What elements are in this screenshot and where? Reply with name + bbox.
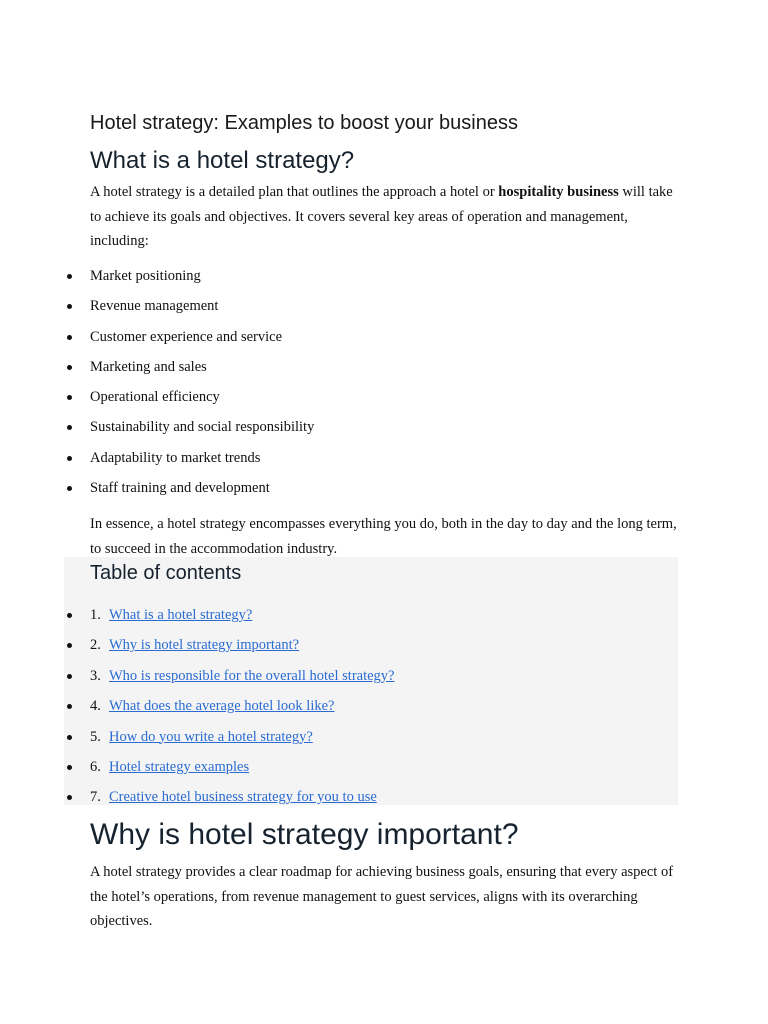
list-item-text: Adaptability to market trends	[90, 449, 261, 466]
toc-item	[0, 633, 394, 663]
bullet-icon	[67, 304, 72, 309]
bullet-icon	[67, 704, 72, 709]
toc-item-number: 4.	[90, 698, 101, 715]
list-item-text: Customer experience and service	[90, 328, 283, 345]
list-item	[0, 325, 314, 355]
list-item-text: Sustainability and social responsibility	[90, 419, 315, 436]
bullet-icon	[67, 795, 72, 800]
list-item	[0, 294, 314, 324]
bullet-icon	[67, 274, 72, 279]
section-heading-why-important: Why is hotel strategy important?	[90, 818, 519, 851]
toc-link-what-is[interactable]: What is a hotel strategy?	[109, 607, 253, 623]
bullet-icon	[67, 395, 72, 400]
list-item	[0, 446, 314, 476]
page-title: Hotel strategy: Examples to boost your business	[90, 112, 518, 134]
list-item-text: Revenue management	[90, 298, 219, 315]
toc-item-number: 6.	[90, 758, 101, 775]
toc-link-who-responsible[interactable]: Who is responsible for the overall hotel strategy?	[109, 667, 395, 684]
toc-item	[0, 725, 394, 755]
why-important-paragraph: A hotel strategy provides a clear roadmap for achieving business goals, ensuring that every aspect of the hotel’s operations, from revenue management to guest services, aligns with its overarching objectives.	[90, 864, 674, 929]
bullet-icon	[67, 674, 72, 679]
list-item	[0, 415, 314, 445]
bullet-icon	[67, 735, 72, 740]
list-item-text: Staff training and development	[90, 480, 270, 497]
toc-item-number: 3.	[90, 667, 101, 684]
toc-title: Table of contents	[90, 562, 242, 584]
list-item	[0, 264, 314, 294]
list-item	[0, 385, 314, 415]
intro-text-start: A hotel strategy is a detailed plan that outlines the approach a hotel or	[90, 184, 499, 200]
toc-link-average-hotel[interactable]: What does the average hotel look like?	[109, 698, 335, 715]
toc-item-number: 5.	[90, 728, 101, 745]
bullet-icon	[67, 365, 72, 370]
section-heading-what-is: What is a hotel strategy?	[90, 147, 355, 174]
toc-item	[0, 603, 394, 633]
intro-text-end: will take to achieve its goals and objectives. It covers several key areas of operation and management, including:	[90, 184, 673, 249]
bullet-icon	[67, 613, 72, 618]
list-item	[0, 355, 314, 385]
bullet-icon	[67, 486, 72, 491]
toc-item-number: 1.	[90, 607, 101, 623]
key-areas-list	[0, 264, 314, 506]
bullet-icon	[67, 643, 72, 648]
bullet-icon	[67, 425, 72, 430]
toc-item	[0, 664, 394, 694]
toc-item	[0, 694, 394, 724]
bullet-icon	[67, 765, 72, 770]
bullet-icon	[67, 335, 72, 340]
toc-item	[0, 785, 394, 815]
list-item-text: Marketing and sales	[90, 358, 207, 375]
list-item	[0, 476, 314, 506]
toc-item-number: 7.	[90, 789, 101, 806]
bullet-icon	[67, 456, 72, 461]
toc-link-creative-strategy[interactable]: Creative hotel business strategy for you to use	[109, 789, 377, 806]
list-item-text: Market positioning	[90, 268, 201, 284]
toc-item	[0, 755, 394, 785]
list-item-text: Operational efficiency	[90, 389, 220, 406]
intro-bold-text: hospitality business	[498, 184, 619, 200]
toc-link-examples[interactable]: Hotel strategy examples	[109, 758, 250, 775]
intro-paragraph	[90, 180, 680, 254]
table-of-contents-list	[0, 603, 394, 816]
toc-link-why-important[interactable]: Why is hotel strategy important?	[109, 637, 300, 654]
toc-link-how-to-write[interactable]: How do you write a hotel strategy?	[109, 728, 313, 745]
summary-paragraph: In essence, a hotel strategy encompasses everything you do, both in the day to day and the long term, to succeed in the accommodation industry.	[90, 516, 677, 557]
toc-item-number: 2.	[90, 637, 101, 654]
